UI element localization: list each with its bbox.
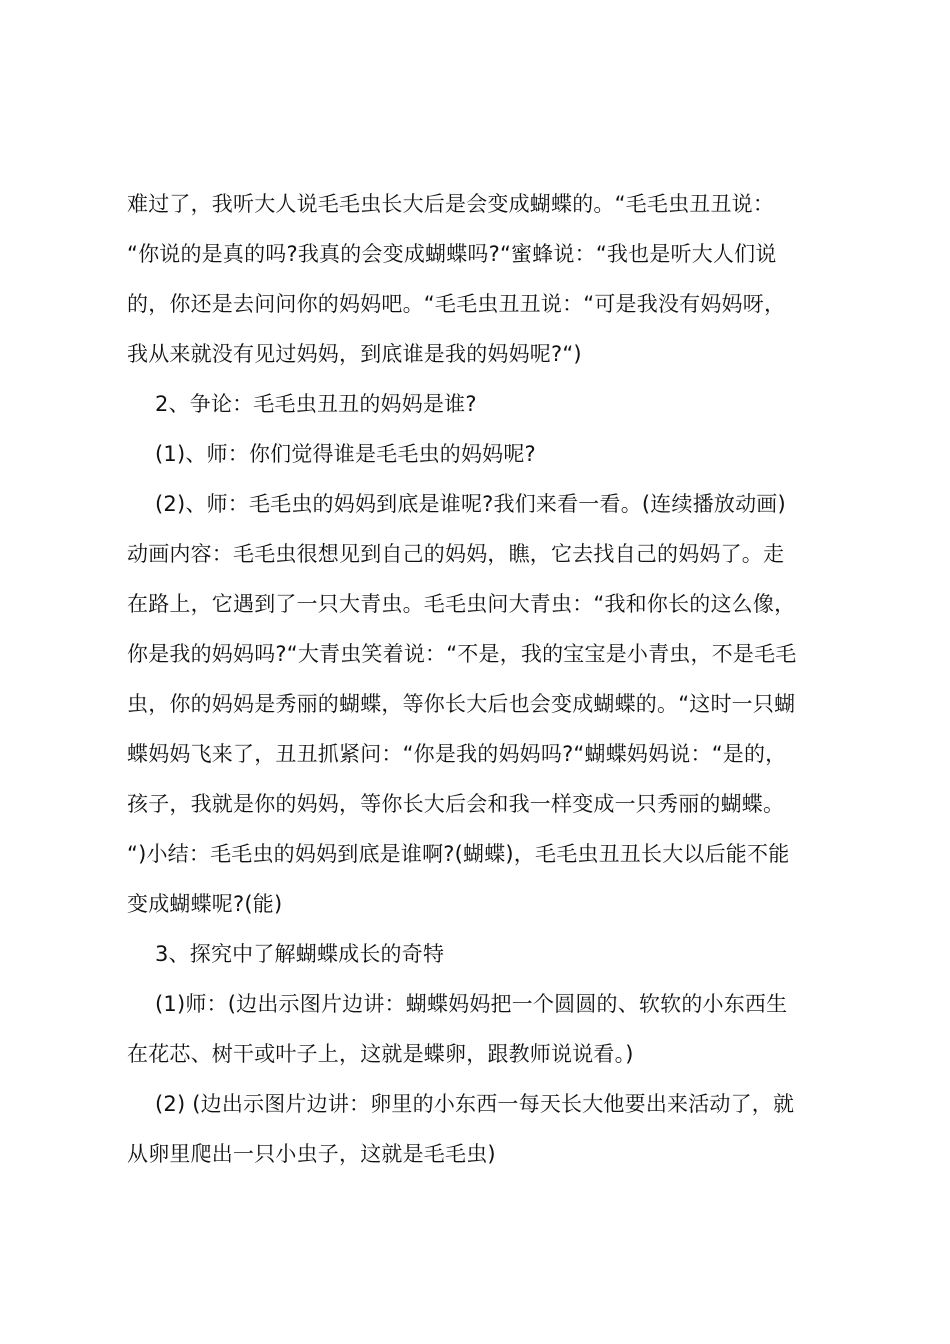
text-line-4: 我从来就没有见过妈妈，到底谁是我的妈妈呢?“) bbox=[127, 342, 582, 366]
document-body bbox=[127, 179, 837, 1179]
text-line-13: 孩子，我就是你的妈妈，等你长大后会和我一样变成一只秀丽的蝴蝶。 bbox=[127, 792, 785, 816]
text-line-18: 在花芯、树干或叶子上，这就是蝶卵，跟教师说说看。) bbox=[127, 1042, 634, 1066]
section-heading-2: 2、争论：毛毛虫丑丑的妈妈是谁? bbox=[155, 392, 477, 416]
text-line-8: 动画内容：毛毛虫很想见到自己的妈妈，瞧，它去找自己的妈妈了。走 bbox=[127, 542, 785, 566]
item-3-2: (2) (边出示图片边讲：卵里的小东西一每天长大他要出来活动了，就 bbox=[155, 1092, 795, 1116]
text-line-14: “)小结：毛毛虫的妈妈到底是谁啊?(蝴蝶)，毛毛虫丑丑长大以后能不能 bbox=[127, 842, 790, 866]
text-line-3: 的，你还是去问问你的妈妈吧。“毛毛虫丑丑说：“可是我没有妈妈呀， bbox=[127, 292, 786, 316]
text-line-11: 虫，你的妈妈是秀丽的蝴蝶，等你长大后也会变成蝴蝶的。“这时一只蝴 bbox=[127, 692, 796, 716]
item-3-1: (1)师：(边出示图片边讲：蝴蝶妈妈把一个圆圆的、软软的小东西生 bbox=[155, 992, 788, 1016]
text-line-12: 蝶妈妈飞来了，丑丑抓紧问：“你是我的妈妈吗?“蝴蝶妈妈说：“是的， bbox=[127, 742, 787, 766]
text-line-2: “你说的是真的吗?我真的会变成蝴蝶吗?“蜜蜂说：“我也是听大人们说 bbox=[127, 242, 777, 266]
item-2-1: (1)、师：你们觉得谁是毛毛虫的妈妈呢? bbox=[155, 442, 536, 466]
text-line-1: 难过了，我听大人说毛毛虫长大后是会变成蝴蝶的。“毛毛虫丑丑说： bbox=[127, 192, 775, 216]
text-line-20: 从卵里爬出一只小虫子，这就是毛毛虫) bbox=[127, 1142, 496, 1166]
text-line-9: 在路上，它遇到了一只大青虫。毛毛虫问大青虫：“我和你长的这么像， bbox=[127, 592, 796, 616]
text-line-10: 你是我的妈妈吗?“大青虫笑着说：“不是，我的宝宝是小青虫，不是毛毛 bbox=[127, 642, 797, 666]
item-2-2: (2)、师：毛毛虫的妈妈到底是谁呢?我们来看一看。(连续播放动画) bbox=[155, 492, 786, 516]
text-line-15: 变成蝴蝶呢?(能) bbox=[127, 892, 283, 916]
section-heading-3: 3、探究中了解蝴蝶成长的奇特 bbox=[155, 942, 445, 966]
